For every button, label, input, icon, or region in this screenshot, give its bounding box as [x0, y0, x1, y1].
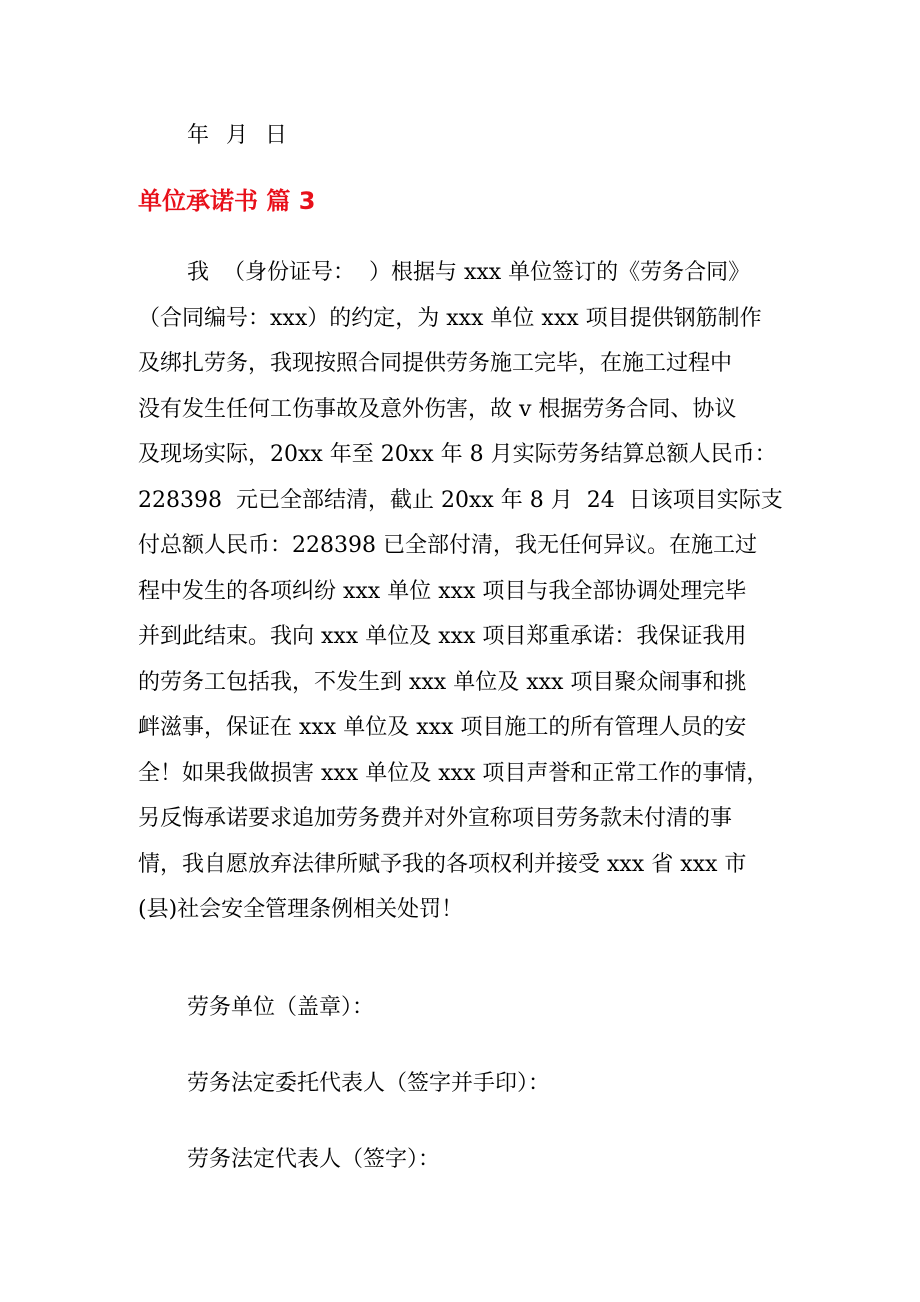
paragraph-line: 我 （身份证号： ）根据与 xxx 单位签订的《劳务合同》: [187, 260, 751, 285]
signature-line-labor-unit: 劳务单位（盖章）：: [187, 995, 375, 1020]
paragraph-line: 另反悔承诺要求追加劳务费并对外宣称项目劳务款未付清的事: [138, 806, 733, 831]
signature-line-authorized-representative: 劳务法定委托代表人（签字并手印）：: [187, 1071, 551, 1096]
paragraph-line: (县)社会安全管理条例相关处罚！: [138, 897, 464, 922]
paragraph-line: 及现场实际，20xx 年至 20xx 年 8 月实际劳务结算总额人民币：: [138, 442, 777, 467]
paragraph-line: 程中发生的各项纠纷 xxx 单位 xxx 项目与我全部协调处理完毕: [138, 578, 747, 604]
paragraph-line: 及绑扎劳务，我现按照合同提供劳务施工完毕，在施工过程中: [138, 351, 733, 376]
date-line: 年 月 日: [187, 123, 288, 148]
paragraph-line: 并到此结束。我向 xxx 单位及 xxx 项目郑重承诺：我保证我用: [138, 624, 747, 649]
paragraph-line: 的劳务工包括我，不发生到 xxx 单位及 xxx 项目聚众闹事和挑: [138, 669, 747, 695]
signature-block: [187, 990, 550, 1218]
paragraph-line: 没有发生任何工伤事故及意外伤害，故 v 根据劳务合同、协议: [138, 396, 737, 422]
section-heading: 单位承诺书 篇 3: [138, 187, 316, 215]
signature-line-legal-representative: 劳务法定代表人（签字）：: [187, 1147, 441, 1172]
paragraph-line: 228398 元已全部结清，截止 20xx 年 8 月 24 日该项目实际支: [138, 487, 783, 513]
paragraph-line: 情，我自愿放弃法律所赋予我的各项权利并接受 xxx 省 xxx 市: [138, 851, 747, 877]
paragraph-line: 付总额人民币：228398 已全部付清，我无任何异议。在施工过: [138, 533, 757, 558]
paragraph-line: 衅滋事，保证在 xxx 单位及 xxx 项目施工的所有管理人员的安: [138, 715, 747, 740]
body-paragraph: [138, 250, 798, 933]
paragraph-line: （合同编号：xxx）的约定，为 xxx 单位 xxx 项目提供钢筋制作: [138, 305, 762, 331]
paragraph-line: 全！如果我做损害 xxx 单位及 xxx 项目声誉和正常工作的事情，: [138, 760, 769, 786]
